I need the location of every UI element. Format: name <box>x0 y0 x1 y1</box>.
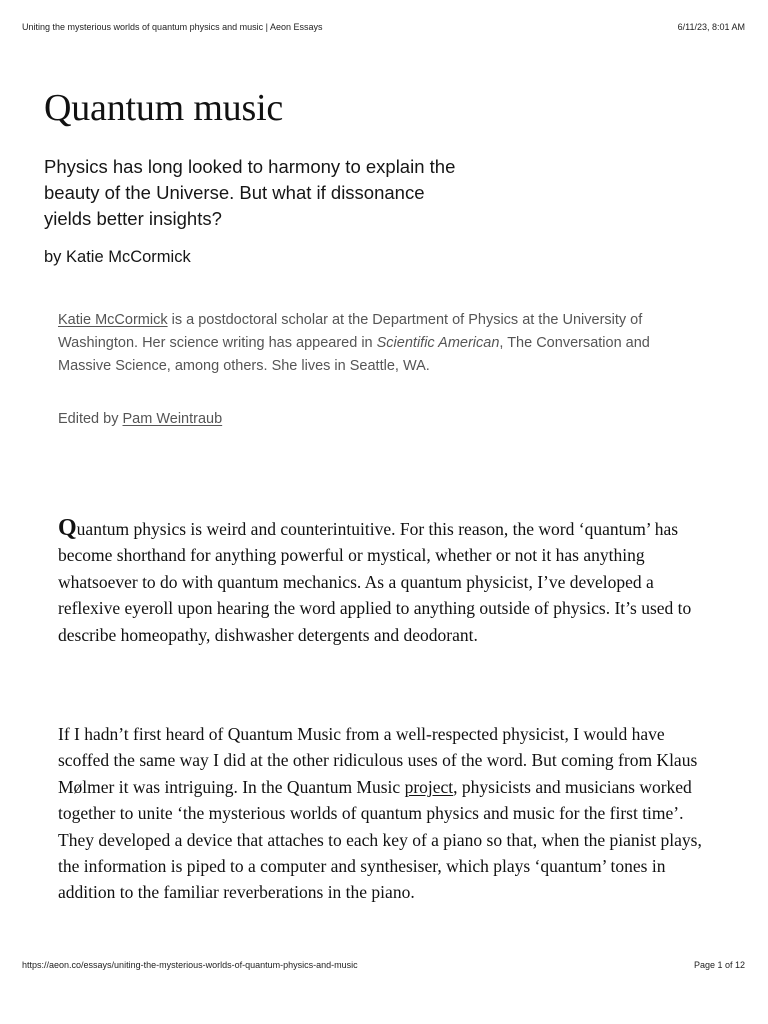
edited-by <box>58 411 222 427</box>
print-header <box>22 22 745 32</box>
standfirst-line: Physics has long looked to harmony to explain the <box>44 156 456 177</box>
bio-text: , The Conversation and Massive Science, among others. She lives in Seattle, WA. <box>58 335 650 374</box>
standfirst-line: beauty of the Universe. But what if dissonance <box>44 182 425 203</box>
bio-text: is a postdoctoral scholar at the Department of Physics at the University of Washington. Her science writing has appeared in <box>58 312 643 351</box>
bio-publication: Scientific American <box>376 335 500 351</box>
article-paragraph <box>58 515 708 648</box>
article-byline: by Katie McCormick <box>44 248 191 266</box>
article-title: Quantum music <box>44 87 284 129</box>
edited-by-label: Edited by <box>58 411 123 427</box>
article-paragraph <box>58 721 708 906</box>
editor-link[interactable]: Pam Weintraub <box>122 411 223 427</box>
print-url: https://aeon.co/essays/uniting-the-mysterious-worlds-of-quantum-physics-and-music <box>22 960 358 970</box>
project-link[interactable]: project <box>404 776 454 797</box>
paragraph-text: uantum physics is weird and counterintuitive. For this reason, the word ‘quantum’ has become shorthand for anything powerful or mystical, whether or not it has anything whatsoever to do with quantum mechanics. As a quantum physicist, I’ve developed a reflexive eyeroll upon hearing the word applied to anything outside of physics. It’s used to describe homeopathy, dishwasher detergents and deodorant. <box>58 519 692 645</box>
print-page-title: Uniting the mysterious worlds of quantum physics and music | Aeon Essays <box>22 22 323 32</box>
print-timestamp: 6/11/23, 8:01 AM <box>677 22 745 32</box>
paragraph-text: , physicists and musicians worked together to unite ‘the mysterious worlds of quantum physics and music for the first time’. They developed a device that attaches to each key of a piano so that, when the pianist plays, the information is piped to a computer and synthesiser, which plays ‘quantum’ tones in addition to the familiar reverberations in the piano. <box>58 776 702 903</box>
drop-cap: Q <box>58 515 77 541</box>
print-footer <box>22 960 745 970</box>
author-link[interactable]: Katie McCormick <box>58 312 168 328</box>
print-page-number: Page 1 of 12 <box>693 960 745 970</box>
standfirst-line: yields better insights? <box>44 208 222 229</box>
author-bio <box>58 309 658 378</box>
article-standfirst <box>44 154 484 232</box>
paragraph-text: If I hadn’t first heard of Quantum Music from a well-respected physicist, I would have scoffed the same way I did at the other ridiculous uses of the word. But coming from Klaus Mølmer it was intriguing. In the Quantum Music <box>58 724 698 797</box>
